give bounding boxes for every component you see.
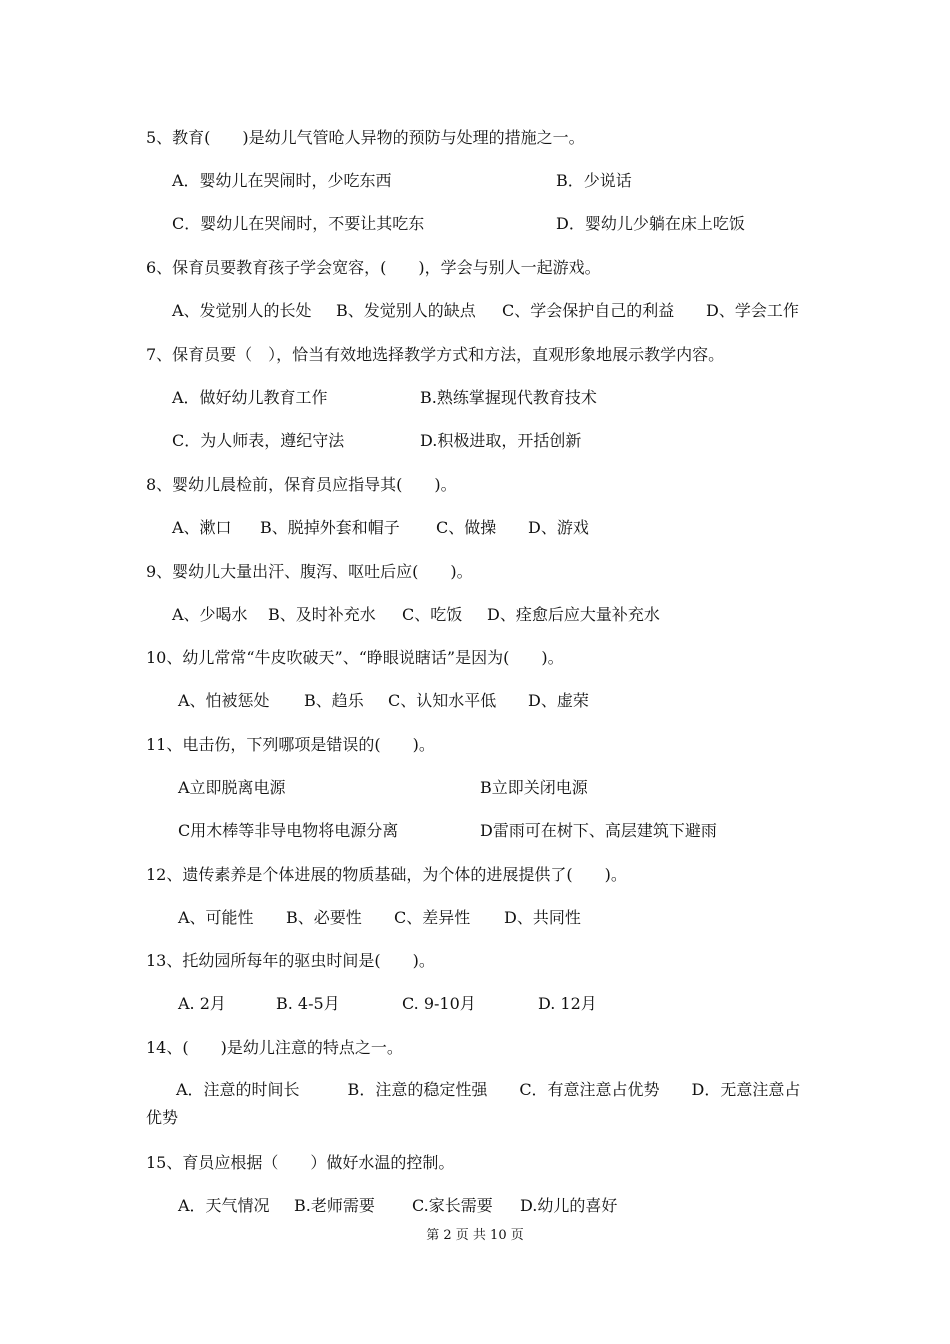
question-5: 5、教育( )是幼儿气管呛人异物的预防与处理的措施之一。	[146, 128, 585, 147]
q12-option-d: D、共同性	[504, 908, 581, 927]
page-number-footer: 第 2 页 共 10 页	[426, 1228, 524, 1243]
q6-option-b: B、发觉别人的缺点	[336, 301, 476, 320]
question-8: 8、婴幼儿晨检前，保育员应指导其( )。	[146, 475, 457, 494]
q10-option-d: D、虚荣	[528, 691, 589, 710]
question-13: 13、托幼园所每年的驱虫时间是( )。	[146, 951, 435, 970]
q7-option-c: C．为人师表，遵纪守法	[172, 431, 345, 450]
question-6: 6、保育员要教育孩子学会宽容，( )，学会与别人一起游戏。	[146, 258, 601, 277]
q6-option-c: C、学会保护自己的利益	[502, 301, 675, 320]
question-11: 11、电击伤，下列哪项是错误的( )。	[146, 735, 435, 754]
q5-option-d: D．婴幼儿少躺在床上吃饭	[556, 214, 745, 233]
question-7: 7、保育员要（ ），恰当有效地选择教学方式和方法，直观形象地展示教学内容。	[146, 345, 725, 364]
q6-option-a: A、发觉别人的长处	[172, 301, 312, 320]
q13-option-a: A. 2月	[178, 994, 226, 1013]
q9-option-b: B、及时补充水	[268, 605, 376, 624]
q11-option-a: A立即脱离电源	[178, 778, 286, 797]
q15-option-c: C.家长需要	[412, 1196, 493, 1215]
q8-option-a: A、漱口	[172, 518, 232, 537]
q6-option-d: D、学会工作	[706, 301, 799, 320]
question-15: 15、育员应根据（ ）做好水温的控制。	[146, 1153, 455, 1172]
q7-option-b: B.熟练掌握现代教育技术	[420, 388, 597, 407]
q13-option-b: B. 4-5月	[276, 994, 340, 1013]
question-12: 12、遗传素养是个体进展的物质基础，为个体的进展提供了( )。	[146, 865, 627, 884]
q15-option-b: B.老师需要	[294, 1196, 375, 1215]
q7-option-d: D.积极进取，开括创新	[420, 431, 582, 450]
q15-option-d: D.幼儿的喜好	[520, 1196, 618, 1215]
q8-option-c: C、做操	[436, 518, 497, 537]
q11-option-b: B立即关闭电源	[480, 778, 588, 797]
q8-option-d: D、游戏	[528, 518, 589, 537]
q9-option-c: C、吃饭	[402, 605, 463, 624]
q9-option-a: A、少喝水	[172, 605, 248, 624]
q13-option-d: D. 12月	[538, 994, 597, 1013]
q5-option-a: A．婴幼儿在哭闹时，少吃东西	[172, 171, 392, 190]
q5-option-b: B．少说话	[556, 171, 632, 190]
q12-option-a: A、可能性	[178, 908, 254, 927]
q12-option-b: B、必要性	[286, 908, 362, 927]
q5-option-c: C．婴幼儿在哭闹时，不要让其吃东	[172, 214, 425, 233]
question-10: 10、幼儿常常“牛皮吹破天”、“睁眼说瞎话”是因为( )。	[146, 648, 564, 667]
q12-option-c: C、差异性	[394, 908, 471, 927]
q14-options: A．注意的时间长 B．注意的稳定性强 C．有意注意占优势 D．无意注意占优势	[146, 1080, 801, 1127]
question-14: 14、( )是幼儿注意的特点之一。	[146, 1038, 403, 1057]
q11-option-c: C用木棒等非导电物将电源分离	[178, 821, 399, 840]
q15-option-a: A．天气情况	[178, 1196, 270, 1215]
q7-option-a: A．做好幼儿教育工作	[172, 388, 328, 407]
q13-option-c: C. 9-10月	[402, 994, 476, 1013]
q10-option-c: C、认知水平低	[388, 691, 497, 710]
q11-option-d: D雷雨可在树下、高层建筑下避雨	[480, 821, 717, 840]
q10-option-a: A、怕被惩处	[178, 691, 270, 710]
q8-option-b: B、脱掉外套和帽子	[260, 518, 400, 537]
question-9: 9、婴幼儿大量出汗、腹泻、呕吐后应( )。	[146, 562, 473, 581]
q10-option-b: B、趋乐	[304, 691, 364, 710]
q9-option-d: D、痊愈后应大量补充水	[487, 605, 660, 624]
